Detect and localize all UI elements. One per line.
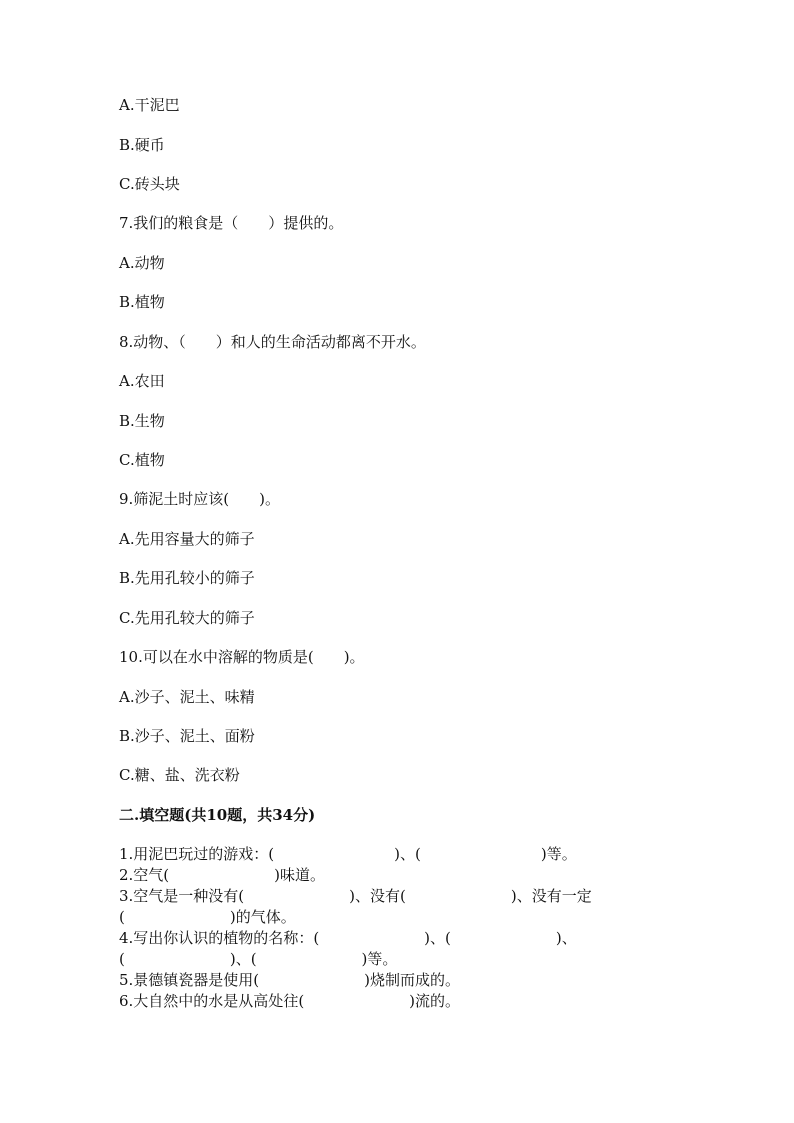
option-9a: A.先用容量大的筛子 — [119, 530, 255, 548]
option-10c: C.糖、盐、洗衣粉 — [119, 766, 240, 784]
option-8a: A.农田 — [119, 372, 165, 390]
option-7b: B.植物 — [119, 293, 165, 311]
fill-question-6: 6.大自然中的水是从高处往( )流的。 — [119, 992, 461, 1010]
option-9b: B.先用孔较小的筛子 — [119, 569, 255, 587]
fill-question-5: 5.景德镇瓷器是使用( )烧制而成的。 — [119, 971, 461, 989]
fill-question-3-cont: ( )的气体。 — [119, 908, 296, 926]
fill-question-4-cont: ( )、( )等。 — [119, 950, 398, 968]
option-9c: C.先用孔较大的筛子 — [119, 609, 255, 627]
option-10b: B.沙子、泥土、面粉 — [119, 727, 255, 745]
option-6a: A.干泥巴 — [119, 96, 180, 114]
fill-question-2: 2.空气( )味道。 — [119, 866, 326, 884]
question-10: 10.可以在水中溶解的物质是( )。 — [119, 648, 365, 666]
option-7a: A.动物 — [119, 254, 165, 272]
option-8c: C.植物 — [119, 451, 165, 469]
option-10a: A.沙子、泥土、味精 — [119, 688, 255, 706]
option-8b: B.生物 — [119, 412, 165, 430]
question-7: 7.我们的粮食是（ ）提供的。 — [119, 214, 344, 232]
question-8: 8.动物、（ ）和人的生命活动都离不开水。 — [119, 333, 426, 351]
fill-question-4: 4.写出你认识的植物的名称：( )、( )、 — [119, 929, 577, 947]
fill-question-3: 3.空气是一种没有( )、没有( )、没有一定 — [119, 887, 592, 905]
fill-question-1: 1.用泥巴玩过的游戏：( )、( )等。 — [119, 845, 577, 863]
option-6b: B.硬币 — [119, 136, 165, 154]
section-heading: 二.填空题(共10题，共34分) — [119, 806, 316, 824]
option-6c: C.砖头块 — [119, 175, 180, 193]
question-9: 9.筛泥土时应该( )。 — [119, 490, 281, 508]
